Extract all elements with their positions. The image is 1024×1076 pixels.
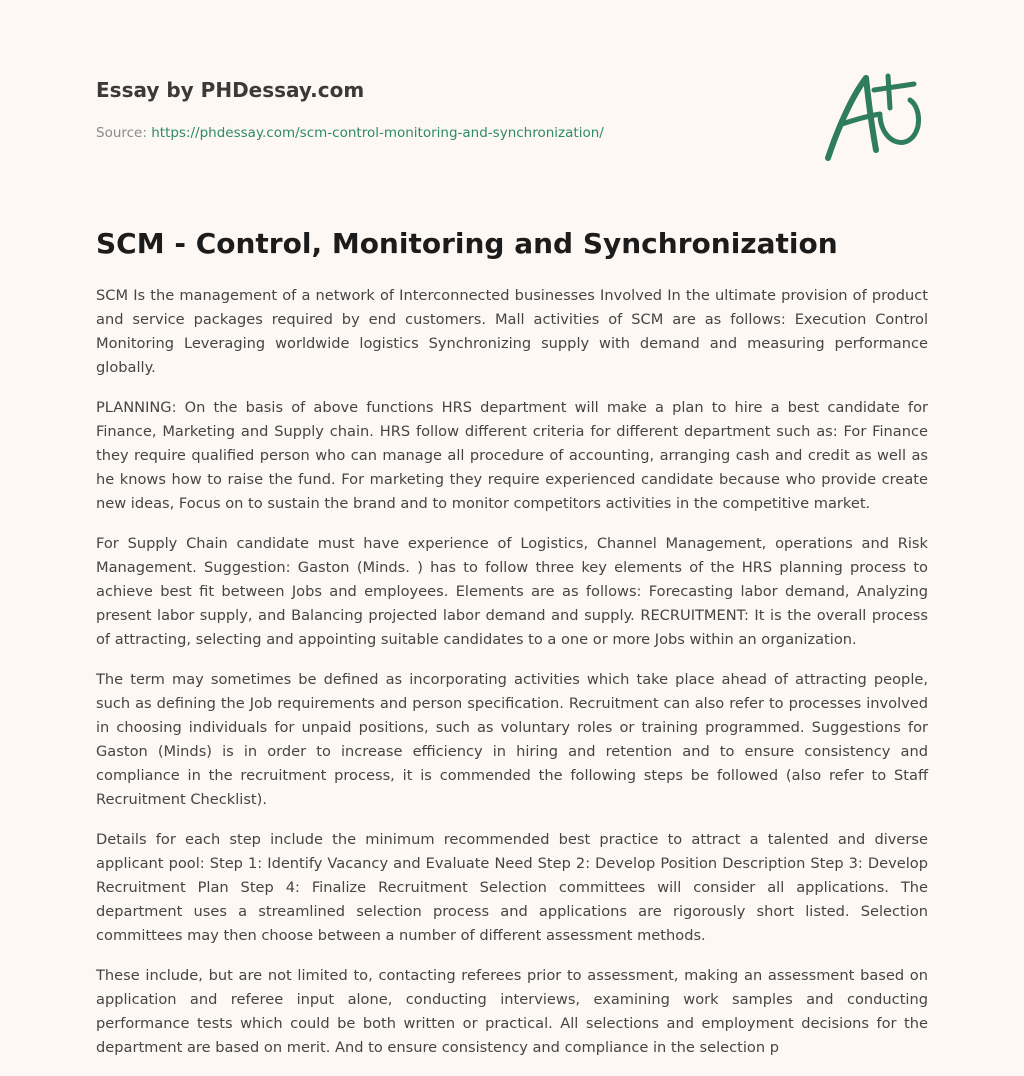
- a-plus-grade-logo: [820, 66, 930, 166]
- essay-body: [96, 284, 928, 1076]
- essay-paragraph: PLANNING: On the basis of above functions HRS department will make a plan to hire a best candidate for Finance, Marketing and Supply chain. HRS follow different criteria for different department such as: For Finance they require qualified person who can manage all procedure of accounting, arranging cash and credit as well as he knows how to raise the fund. For marketing they require experienced candidate because who provide create new ideas, Focus on to sustain the brand and to monitor competitors activities in the competitive market.: [96, 399, 928, 512]
- essay-paragraph: These include, but are not limited to, contacting referees prior to assessment, making an assessment based on application and referee input alone, conducting interviews, examining work samples and conducting performance tests which could be both written or practical. All selections and employment decisions for the department are based on merit. And to ensure consistency and compliance in the selection p: [96, 967, 928, 1056]
- essay-title: SCM - Control, Monitoring and Synchronization: [96, 227, 838, 260]
- essay-paragraph: Details for each step include the minimum recommended best practice to attract a talented and diverse applicant pool: Step 1: Identify Vacancy and Evaluate Need Step 2: Develop Position Description Step 3: Develop Recruitment Plan Step 4: Finalize Recruitment Selection committees will consider all applications. The department uses a streamlined selection process and applications are rigorously short listed. Selection committees may then choose between a number of different assessment methods.: [96, 831, 928, 944]
- source-line: [96, 124, 796, 142]
- source-label: Source:: [96, 125, 147, 141]
- essay-paragraph: The term may sometimes be defined as incorporating activities which take place ahead of attracting people, such as defining the Job requirements and person specification. Recruitment can also refer to processes involved in choosing individuals for unpaid positions, such as voluntary roles or training programmed. Suggestions for Gaston (Minds) is in order to increase efficiency in hiring and retention and to ensure consistency and compliance in the recruitment process, it is commended the following steps be followed (also refer to Staff Recruitment Checklist).: [96, 671, 928, 808]
- source-link[interactable]: https://phdessay.com/scm-control-monitoring-and-synchronization/: [151, 125, 604, 141]
- page-header: [96, 76, 796, 142]
- essay-paragraph: For Supply Chain candidate must have experience of Logistics, Channel Management, operations and Risk Management. Suggestion: Gaston (Minds. ) has to follow three key elements of the HRS planning process to achieve best fit between Jobs and employees. Elements are as follows: Forecasting labor demand, Analyzing present labor supply, and Balancing projected labor demand and supply. RECRUITMENT: It is the overall process of attracting, selecting and appointing suitable candidates to a one or more Jobs within an organization.: [96, 535, 928, 648]
- essay-paragraph: SCM Is the management of a network of Interconnected businesses Involved In the ultimate provision of product and service packages required by end customers. Mall activities of SCM are as follows: Execution Control Monitoring Leveraging worldwide logistics Synchronizing supply with demand and measuring performance globally.: [96, 287, 928, 376]
- site-title: Essay by PHDessay.com: [96, 78, 365, 102]
